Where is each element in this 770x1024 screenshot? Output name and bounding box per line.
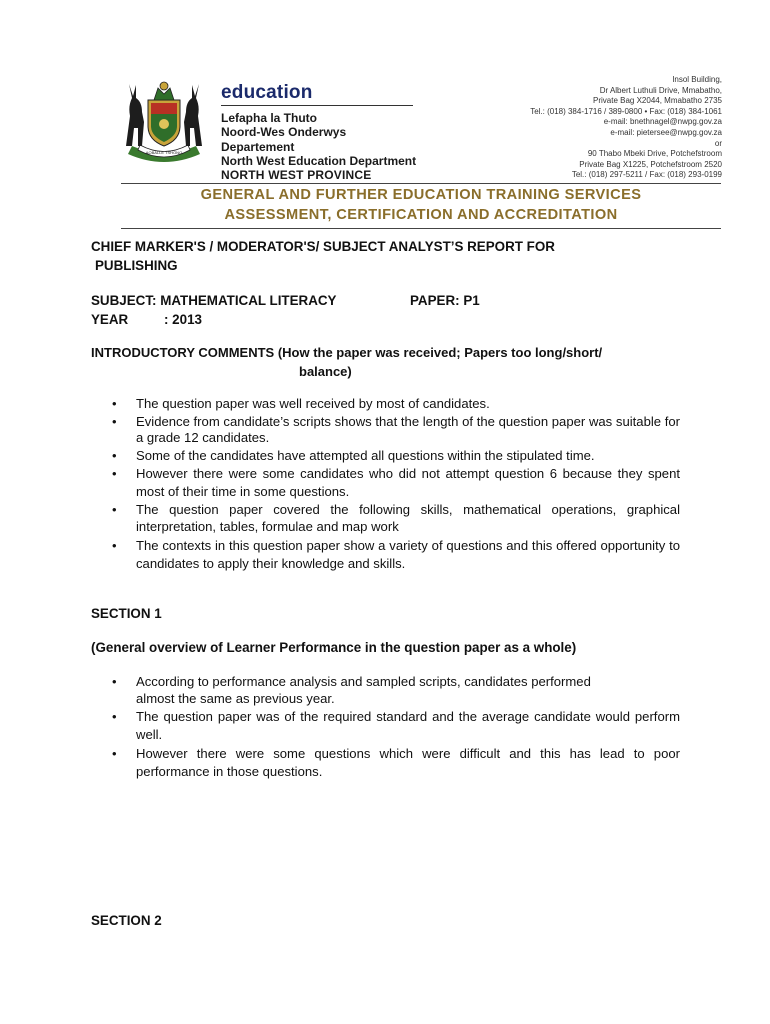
intro-heading (91, 344, 602, 381)
report-title (91, 238, 555, 275)
banner-line-1: GENERAL AND FURTHER EDUCATION TRAINING SERVICES (200, 187, 642, 203)
list-item: • However there were some candidates who did not attempt question 6 because they spent most of their time in some questions. (110, 465, 680, 501)
province-line: NORTH WEST PROVINCE (221, 168, 372, 183)
list-item: • According to performance analysis and sampled scripts, candidates performed almost the same as previous year. (110, 674, 680, 707)
dept-line-afrikaans: Noord-Wes Onderwys Departement (221, 125, 347, 154)
address-line: 90 Thabo Mbeki Drive, Potchefstroom (587, 149, 722, 159)
header-rule-top (121, 183, 721, 184)
list-item: • The question paper was well received by most of candidates. (110, 396, 680, 413)
address-line: or (714, 138, 722, 148)
address-line: e-mail: pietersee@nwpg.gov.za (610, 127, 722, 137)
year-value: : 2013 (164, 312, 202, 327)
report-title-line-1: CHIEF MARKER'S / MODERATOR'S/ SUBJECT ANALYST’S REPORT FOR (91, 239, 555, 254)
banner-line-2: ASSESSMENT, CERTIFICATION AND ACCREDITATION (224, 206, 618, 223)
section-2-heading: SECTION 2 (91, 913, 162, 928)
paper-label: PAPER: P1 (410, 293, 480, 308)
services-banner (121, 186, 721, 225)
report-title-line-2: PUBLISHING (95, 257, 178, 273)
crest-motto: AOBALLE TSHONO (145, 150, 183, 155)
intro-heading-line-1: INTRODUCTORY COMMENTS (How the paper was received; Papers too long/short/ (91, 345, 603, 360)
department-block (221, 83, 417, 182)
address-block (462, 75, 722, 181)
header-rule-bottom (121, 228, 721, 229)
address-line: Dr Albert Luthuli Drive, Mmabatho, (599, 85, 722, 95)
list-item: • The question paper covered the following skills, mathematical operations, graphical interpretation, tables, formulae and map work (110, 502, 680, 535)
address-line: Insol Building, (672, 75, 722, 84)
list-item: • However there were some questions which were difficult and this has lead to poor performance in those questions. (110, 745, 680, 781)
address-line: Private Bag X2044, Mmabatho 2735 (593, 96, 722, 106)
address-line: Private Bag X1225, Potchefstroom 2520 (579, 159, 722, 169)
section-1-heading: SECTION 1 (91, 606, 162, 621)
section-1-subheading: (General overview of Learner Performance in the question paper as a whole) (91, 640, 577, 655)
list-item: • Evidence from candidate’s scripts shows that the length of the question paper was suitable for a grade 12 candidates. (110, 414, 680, 447)
address-line: Tel.: (018) 384-1716 / 389-0800 • Fax: (018) 384-1061 (530, 106, 722, 116)
intro-bullet-list (110, 396, 680, 574)
address-line: e-mail: bnethnagel@nwpg.gov.za (603, 117, 722, 127)
year-label: YEAR (91, 312, 129, 327)
brand-name: education (221, 82, 313, 103)
section-1-bullet-list (110, 674, 680, 782)
list-item: • The contexts in this question paper show a variety of questions and this offered opportunity to candidates to apply their knowledge and skills. (110, 537, 680, 573)
address-line: Tel.: (018) 297-5211 / Fax: (018) 293-0199 (571, 170, 722, 180)
list-item: • Some of the candidates have attempted all questions within the stipulated time. (110, 448, 680, 465)
list-item: • The question paper was of the required standard and the average candidate would perform well. (110, 708, 680, 744)
coat-of-arms-logo (118, 76, 210, 168)
dept-line-tswana: Lefapha la Thuto (221, 111, 317, 125)
subject-label: SUBJECT: MATHEMATICAL LITERACY (91, 293, 337, 308)
dept-line-english: North West Education Department (221, 153, 417, 168)
brand-divider (221, 105, 413, 106)
intro-heading-line-2: balance) (299, 363, 352, 379)
